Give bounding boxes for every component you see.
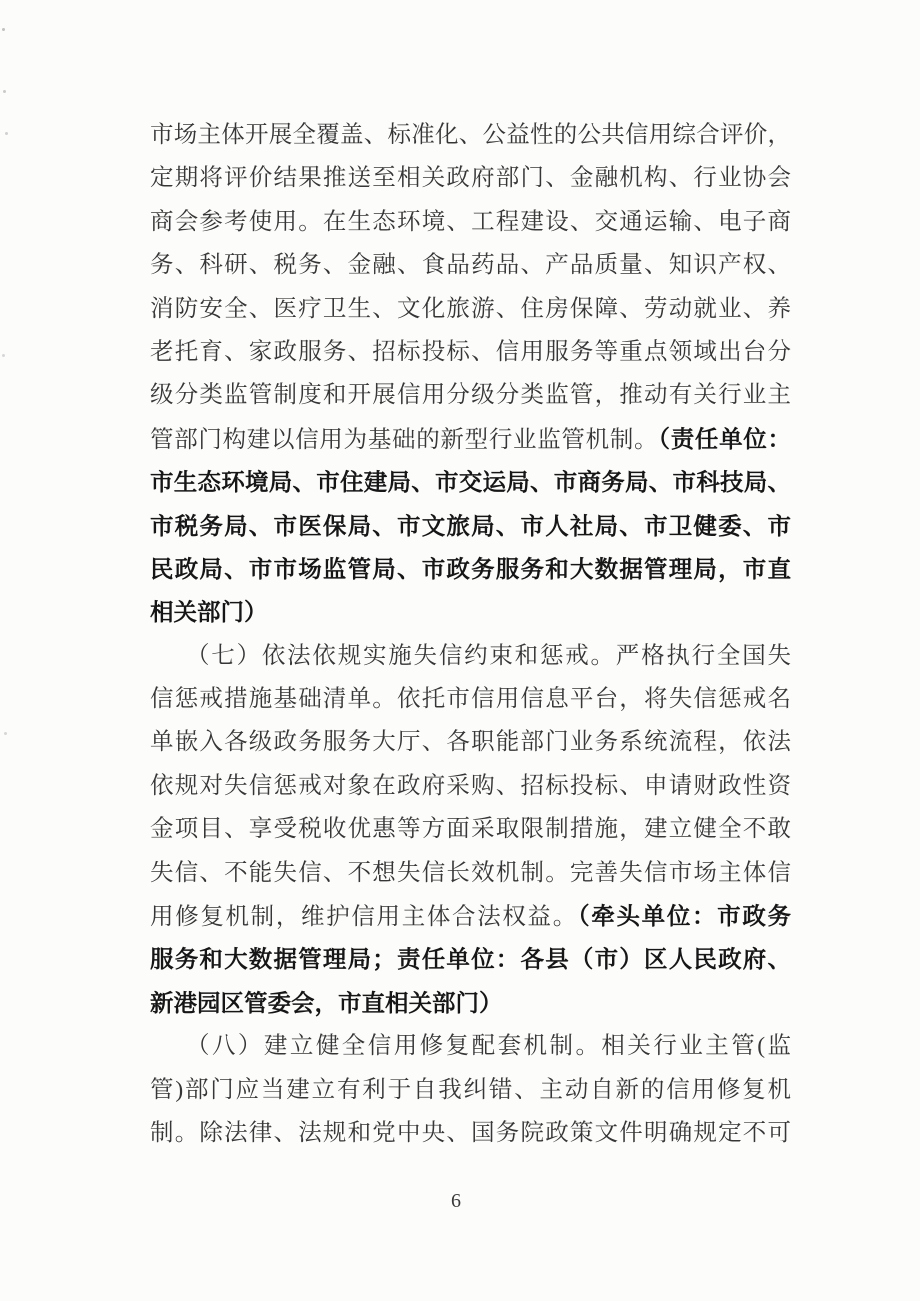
text-line xyxy=(150,808,791,851)
text-line xyxy=(150,765,791,808)
bold-text-segment: 新港园区管委会，市直相关部门） xyxy=(150,989,503,1016)
text-line xyxy=(150,548,791,591)
text-line xyxy=(150,635,791,678)
text-segment: （七）依法依规实施失信约束和惩戒。严格执行全国失 xyxy=(186,642,791,669)
bold-text-segment: （牵头单位：市政务 xyxy=(577,903,792,930)
text-line xyxy=(150,505,791,548)
bold-text-segment: 相关部门） xyxy=(150,599,268,626)
text-line xyxy=(150,591,791,634)
text-segment: 制。除法律、法规和党中央、国务院政策文件明确规定不可 xyxy=(150,1119,791,1146)
text-segment: 用修复机制，维护信用主体合法权益。 xyxy=(150,904,578,931)
text-segment: 务、科研、税务、金融、食品药品、产品质量、知识产权、 xyxy=(150,252,791,279)
bold-text-segment: 服务和大数据管理局；责任单位：各县（市）区人民政府、 xyxy=(150,946,791,973)
text-line xyxy=(150,1069,791,1112)
text-segment: （八）建立健全信用修复配套机制。相关行业主管(监 xyxy=(186,1033,791,1060)
text-segment: 金项目、享受税收优惠等方面采取限制措施，建立健全不敢 xyxy=(150,816,791,843)
text-line xyxy=(150,721,791,764)
text-line xyxy=(150,331,791,374)
text-line xyxy=(150,418,791,461)
text-segment: 管部门构建以信用为基础的新型行业监管机制。 xyxy=(150,426,659,453)
text-segment: 依规对失信惩戒对象在政府采购、招标投标、申请财政性资 xyxy=(150,772,791,799)
text-line xyxy=(150,852,791,895)
bold-text-segment: 市生态环境局、市住建局、市交运局、市商务局、市科技局、 xyxy=(150,469,791,496)
text-segment: 信惩戒措施基础清单。依托市信用信息平台，将失信惩戒名 xyxy=(150,686,791,713)
text-line xyxy=(150,244,791,287)
text-segment: 单嵌入各级政务服务大厅、各职能部门业务系统流程，依法 xyxy=(150,729,791,756)
text-segment: 市场主体开展全覆盖、标准化、公益性的公共信用综合评价， xyxy=(150,122,791,148)
text-segment: 管)部门应当建立有利于自我纠错、主动自新的信用修复机 xyxy=(150,1076,791,1103)
text-line xyxy=(150,157,791,200)
text-segment: 老托育、家政服务、招标投标、信用服务等重点领域出台分 xyxy=(150,338,791,365)
text-line xyxy=(150,895,791,938)
text-line xyxy=(150,461,791,504)
text-line xyxy=(150,938,791,981)
text-segment: 商会参考使用。在生态环境、工程建设、交通运输、电子商 xyxy=(150,208,791,235)
text-body xyxy=(150,114,791,1155)
bold-text-segment: 民政局、市市场监管局、市政务服务和大数据管理局，市直 xyxy=(150,555,791,582)
text-segment: 级分类监管制度和开展信用分级分类监管，推动有关行业主 xyxy=(150,382,791,409)
bold-text-segment: （责任单位： xyxy=(658,425,792,452)
text-segment: 消防安全、医疗卫生、文化旅游、住房保障、劳动就业、养 xyxy=(150,295,791,322)
text-line xyxy=(150,678,791,721)
text-line xyxy=(150,288,791,331)
text-segment: 定期将评价结果推送至相关政府部门、金融机构、行业协会 xyxy=(150,165,791,192)
text-line xyxy=(150,1025,791,1068)
text-line xyxy=(150,114,791,157)
text-line xyxy=(150,982,791,1025)
text-segment: 失信、不能失信、不想失信长效机制。完善失信市场主体信 xyxy=(150,859,791,886)
text-line xyxy=(150,201,791,244)
text-line xyxy=(150,1112,791,1155)
bold-text-segment: 市税务局、市医保局、市文旅局、市人社局、市卫健委、市 xyxy=(150,512,791,539)
page-number: 6 xyxy=(451,1190,461,1212)
text-line xyxy=(150,374,791,417)
